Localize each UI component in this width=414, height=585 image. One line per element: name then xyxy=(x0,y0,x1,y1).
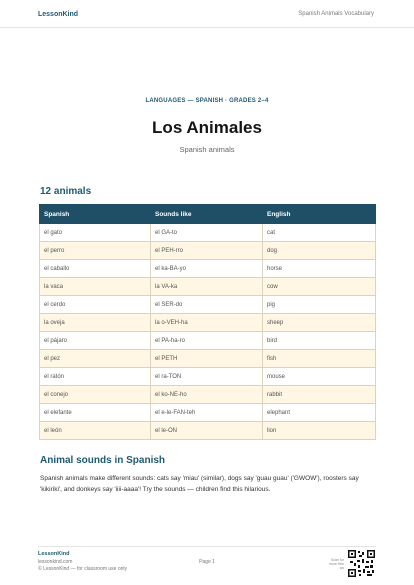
page-number: Page 1 xyxy=(199,559,215,565)
cell-english: fish xyxy=(263,350,376,368)
page-title: Los Animales xyxy=(152,118,262,137)
top-bar xyxy=(0,0,414,28)
page-subtitle: Spanish animals xyxy=(179,145,235,154)
cell-spanish: el elefante xyxy=(40,404,151,422)
cell-sounds-like: la o-VEH-ha xyxy=(151,314,263,332)
table-row xyxy=(40,260,376,278)
cell-spanish: el caballo xyxy=(40,260,151,278)
document-kind: Spanish Animals Vocabulary xyxy=(298,11,374,17)
table-row xyxy=(40,368,376,386)
cell-sounds-like: el GA-to xyxy=(151,224,263,242)
table-row xyxy=(40,332,376,350)
cell-english: cat xyxy=(263,224,376,242)
cell-spanish: el pez xyxy=(40,350,151,368)
cell-english: cow xyxy=(263,278,376,296)
cell-spanish: el pájaro xyxy=(40,332,151,350)
cell-english: pig xyxy=(263,296,376,314)
qr-code-icon[interactable] xyxy=(348,550,375,577)
table-row xyxy=(40,386,376,404)
cell-spanish: el cerdo xyxy=(40,296,151,314)
table-row xyxy=(40,314,376,332)
subject-eyebrow: LANGUAGES — SPANISH · GRADES 2–4 xyxy=(145,98,269,104)
cell-spanish: el gato xyxy=(40,224,151,242)
cell-english: rabbit xyxy=(263,386,376,404)
cell-sounds-like: el PETH xyxy=(151,350,263,368)
table-row xyxy=(40,296,376,314)
table-row xyxy=(40,404,376,422)
table-row xyxy=(40,422,376,440)
cell-english: horse xyxy=(263,260,376,278)
cell-sounds-like: el PA-ha-ro xyxy=(151,332,263,350)
cell-sounds-like: el PEH-rro xyxy=(151,242,263,260)
column-header-spanish: Spanish xyxy=(40,205,151,224)
cell-spanish: la oveja xyxy=(40,314,151,332)
footer-copyright: © LessonKind — for classroom use only xyxy=(38,566,128,572)
cell-english: dog xyxy=(263,242,376,260)
cell-english: mouse xyxy=(263,368,376,386)
table-row xyxy=(40,242,376,260)
cell-sounds-like: el ko-NE-ho xyxy=(151,386,263,404)
qr-caption: Scan for more free ws xyxy=(329,558,344,570)
cell-spanish: el ratón xyxy=(40,368,151,386)
cell-english: lion xyxy=(263,422,376,440)
vocab-table xyxy=(39,204,376,440)
cell-spanish: la vaca xyxy=(40,278,151,296)
sounds-heading: Animal sounds in Spanish xyxy=(40,455,166,466)
sounds-paragraph: Spanish animals make different sounds: cats say 'miau' (similar), dogs say 'guau guau' ('GWOW'), roosters say 'kikiriki', and donkeys say 'iiii-aaaa'! Try the sounds — children find this hilarious. xyxy=(40,475,359,493)
footer-url-link[interactable]: lessonkind.com xyxy=(38,559,73,565)
cell-english: sheep xyxy=(263,314,376,332)
table-row xyxy=(40,278,376,296)
cell-spanish: el perro xyxy=(40,242,151,260)
cell-spanish: el león xyxy=(40,422,151,440)
table-header-row xyxy=(40,205,376,224)
cell-sounds-like: la VA-ka xyxy=(151,278,263,296)
footer-divider xyxy=(38,546,376,547)
cell-spanish: el conejo xyxy=(40,386,151,404)
cell-english: elephant xyxy=(263,404,376,422)
cell-english: bird xyxy=(263,332,376,350)
footer-brand: LessonKind xyxy=(38,551,70,557)
cell-sounds-like: el ka-BA-yo xyxy=(151,260,263,278)
column-header-sounds-like: Sounds like xyxy=(151,205,263,224)
cell-sounds-like: el le-ON xyxy=(151,422,263,440)
cell-sounds-like: el ra-TON xyxy=(151,368,263,386)
table-row xyxy=(40,224,376,242)
vocab-heading: 12 animals xyxy=(40,186,92,197)
brand-logo[interactable]: LessonKind xyxy=(38,11,79,18)
cell-sounds-like: el e-le-FAN-teh xyxy=(151,404,263,422)
column-header-english: English xyxy=(263,205,376,224)
cell-sounds-like: el SER-do xyxy=(151,296,263,314)
table-row xyxy=(40,350,376,368)
